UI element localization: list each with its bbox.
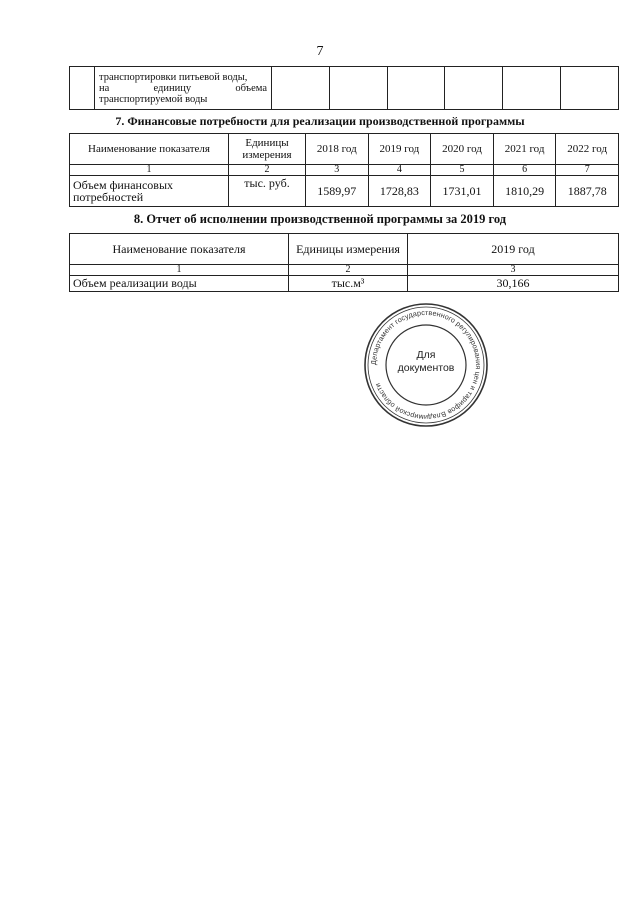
indicator-unit: тыс.м³ — [289, 276, 408, 292]
value-cell: 1589,97 — [306, 176, 369, 207]
text-line: транспортировки питьевой воды, — [99, 71, 248, 83]
header-cell: Единицы измерения — [229, 134, 306, 165]
table-row — [70, 176, 619, 207]
indicator-unit: тыс. руб. — [229, 176, 306, 207]
section-7-title: 7. Финансовые потребности для реализации производственной программы — [115, 114, 525, 128]
column-number: 1 — [70, 165, 229, 176]
header-cell: 2018 год — [306, 134, 369, 165]
page-number: 7 — [316, 44, 324, 59]
column-number: 1 — [70, 265, 289, 276]
official-stamp — [362, 301, 490, 429]
header-cell: Наименование показателя — [70, 134, 229, 165]
table-cell — [503, 67, 561, 110]
header-cell: Наименование показателя — [70, 234, 289, 265]
column-number: 6 — [493, 165, 556, 176]
execution-report-table — [69, 233, 619, 292]
column-number: 4 — [368, 165, 431, 176]
table-continuation — [69, 66, 619, 110]
header-cell: Единицы измерения — [289, 234, 408, 265]
column-number: 2 — [229, 165, 306, 176]
table-cell — [70, 67, 95, 110]
value-cell: 30,166 — [408, 276, 619, 292]
table-row — [70, 276, 619, 292]
column-number: 3 — [408, 265, 619, 276]
value-cell: 1728,83 — [368, 176, 431, 207]
text-line: на единицу объема — [99, 82, 267, 94]
table-cell — [445, 67, 503, 110]
column-number: 7 — [556, 165, 619, 176]
table-row — [70, 67, 619, 110]
stamp-ring-text: Департамент государственного регулирования цен и тарифов Владимирской области — [368, 307, 484, 423]
header-cell: 2020 год — [431, 134, 494, 165]
financial-needs-table — [69, 133, 619, 207]
column-number: 2 — [289, 265, 408, 276]
header-cell: 2019 год — [368, 134, 431, 165]
stamp-center-line: документов — [397, 362, 455, 374]
stamp-center-line: Для — [416, 349, 436, 361]
table-cell — [272, 67, 330, 110]
indicator-name: Объем реализации воды — [70, 276, 289, 292]
table-header-row — [70, 234, 619, 265]
section-8-title: 8. Отчет об исполнении производственной программы за 2019 год — [133, 212, 507, 226]
value-cell: 1887,78 — [556, 176, 619, 207]
column-number: 5 — [431, 165, 494, 176]
header-cell: 2022 год — [556, 134, 619, 165]
table-cell — [329, 67, 387, 110]
column-number-row — [70, 265, 619, 276]
header-cell: 2019 год — [408, 234, 619, 265]
table-cell — [561, 67, 619, 110]
indicator-name: Объем финансовых потребностей — [70, 176, 229, 207]
column-number: 3 — [306, 165, 369, 176]
value-cell: 1731,01 — [431, 176, 494, 207]
column-number-row — [70, 165, 619, 176]
table-cell — [387, 67, 445, 110]
text-line: транспортируемой воды — [99, 93, 208, 105]
value-cell: 1810,29 — [493, 176, 556, 207]
table-cell-text — [95, 67, 272, 110]
header-cell: 2021 год — [493, 134, 556, 165]
table-header-row — [70, 134, 619, 165]
